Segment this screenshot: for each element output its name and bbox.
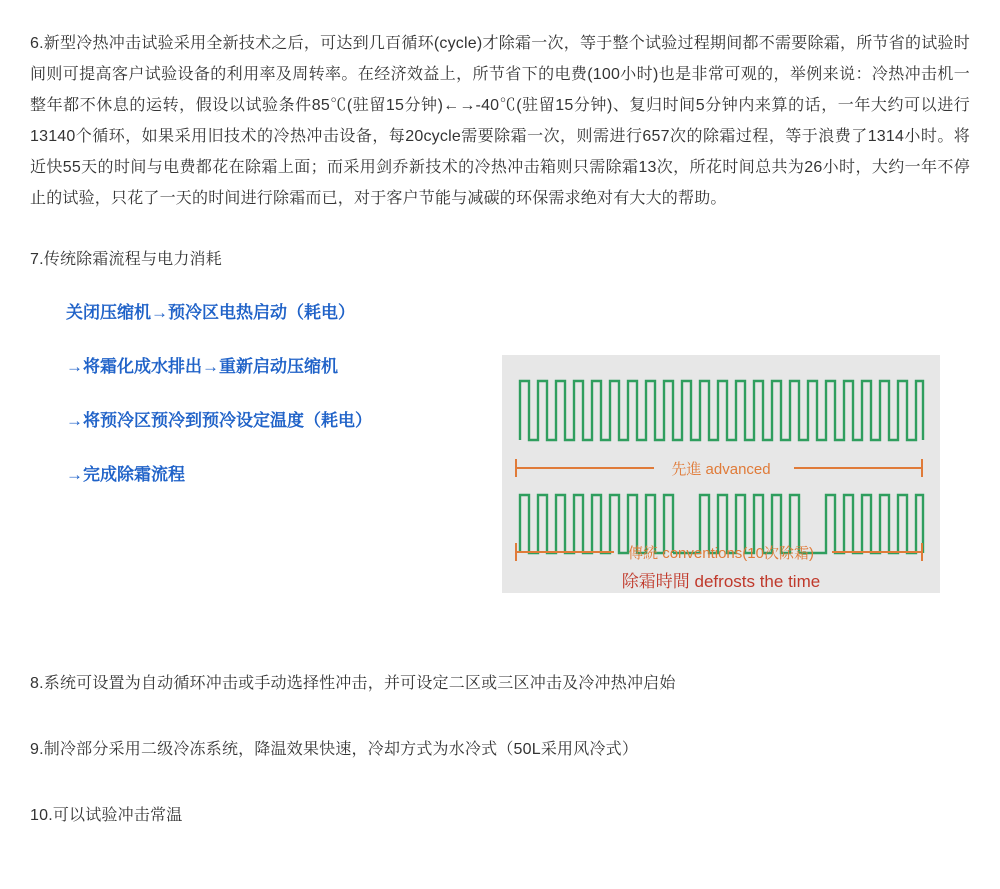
conventions-label: 傳統 conventions(10次除霜) xyxy=(628,545,814,562)
paragraph-6: 6.新型冷热冲击试验采用全新技术之后，可达到几百循环(cycle)才除霜一次，等于整个试验过程期间都不需要除霜，所节省的试验时间则可提高客户试验设备的利用率及周转率。在经济效益上，所节省下的电费(100小时)也是非常可观的，举例来说：冷热冲击机一整年都不休息的运转，假设以试验条件85℃(驻留15分钟)←→-40℃(驻留15分钟)、复归时间5分钟内来算的话，一年大约可以进行13140个循环，如果采用旧技术的冷热冲击设备，每20cycle需要除霜一次，则需进行657次的除霜过程，等于浪费了1314小时。将近快55天的时间与电费都花在除霜上面；而采用剑乔新技术的冷热冲击箱则只需除霜13次，所花时间总共为26小时，大约一年不停止的试验，只花了一天的时间进行除霜而已，对于客户节能与减碳的环保需求绝对有大大的帮助。 xyxy=(30,35,970,207)
flow-step-3: →将预冷区预冷到预冷设定温度（耗电） xyxy=(66,411,372,430)
paragraph-9: 9.制冷部分采用二级冷冻系统，降温效果快速，冷却方式为水冷式（50L采用风冷式） xyxy=(30,741,639,758)
paragraph-7-title: 7.传统除霜流程与电力消耗 xyxy=(30,251,222,268)
paragraph-10: 10.可以试验冲击常温 xyxy=(30,807,183,824)
flow-step-1: 关闭压缩机→预冷区电热启动（耗电） xyxy=(66,303,355,322)
defrost-flow-list xyxy=(66,293,496,487)
flow-step-2: →将霜化成水排出→重新启动压缩机 xyxy=(66,357,338,376)
flow-step-4: →完成除霜流程 xyxy=(66,465,185,484)
advanced-label: 先進 advanced xyxy=(671,461,771,478)
diagram-caption: 除霜時間 defrosts the time xyxy=(621,572,821,591)
paragraph-8: 8.系统可设置为自动循环冲击或手动选择性冲击，并可设定二区或三区冲击及冷冲热冲启始 xyxy=(30,675,676,692)
tail-paragraphs xyxy=(30,668,970,831)
defrost-comparison-diagram xyxy=(502,355,940,593)
